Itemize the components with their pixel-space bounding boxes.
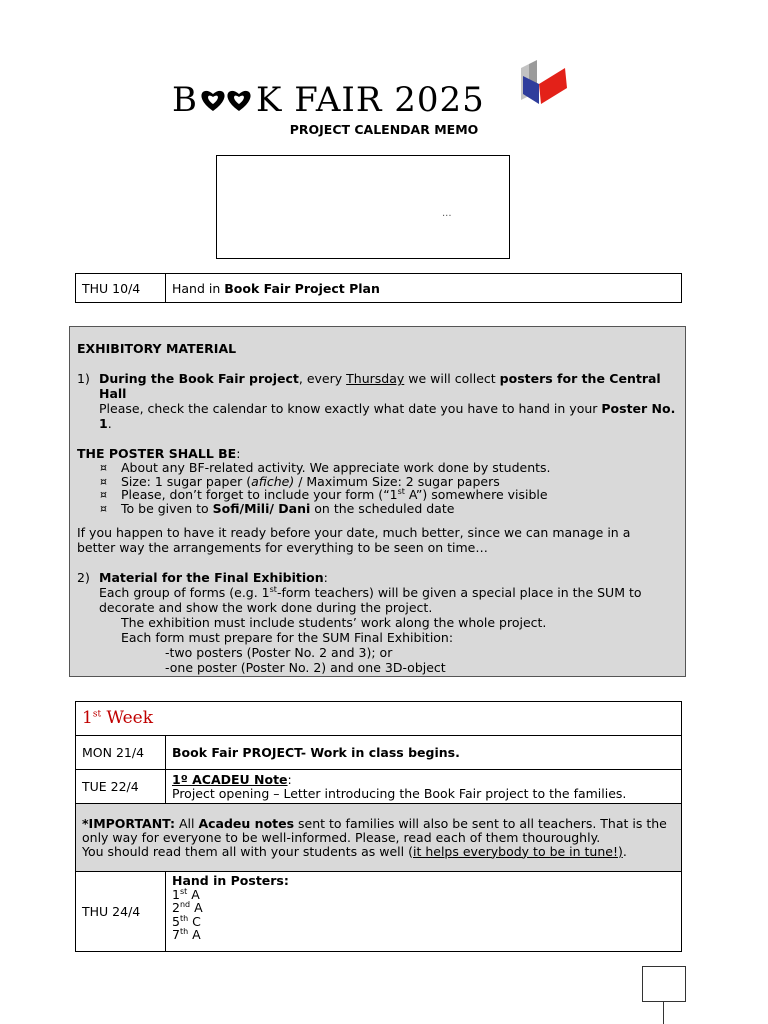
poster-rules-list — [77, 461, 677, 515]
date-cell: THU 24/4 — [76, 872, 166, 952]
table-row — [76, 872, 682, 952]
list-item: 1st A — [172, 886, 200, 902]
book-fair-logo-icon — [515, 50, 583, 114]
week-1-table — [75, 701, 682, 952]
image-placeholder-dots: ... — [442, 208, 452, 219]
image-placeholder-box — [216, 155, 510, 259]
hearts-icon — [199, 82, 255, 122]
table-row — [76, 770, 682, 804]
list-item: ¤ To be given to Sofi/Mili/ Dani on the scheduled date — [98, 502, 677, 516]
activity-cell: Book Fair PROJECT- Work in class begins. — [166, 736, 682, 770]
item-2-block: 2) Material for the Final Exhibition: Each group of forms (e.g. 1st-form teachers) will be given a special place in the SUM to decorate and show the work done during the project. The exhibition must include students’ work along the whole project. Each form must prepare for the SUM Final Exhibition: -two posters (Poster No. 2 and 3); or -one poster (Poster No. 2) and one 3D-object — [77, 570, 642, 675]
exhibitory-heading: EXHIBITORY MATERIAL — [77, 341, 237, 356]
project-plan-table — [75, 273, 682, 303]
list-item: ¤ Size: 1 sugar paper (afiche) / Maximum Size: 2 sugar papers — [98, 475, 677, 489]
list-item: ¤ Please, don’t forget to include your form (“1st A”) somewhere visible — [98, 488, 677, 502]
early-delivery-paragraph: If you happen to have it ready before your date, much better, since we can manage in a better way the arrangements for everything to be seen on time… — [77, 525, 631, 555]
activity-cell: 1º ACADEU Note: Project opening – Letter introducing the Book Fair project to the families. — [166, 770, 682, 804]
list-item: 2nd A — [172, 899, 203, 915]
date-cell: TUE 22/4 — [76, 770, 166, 804]
list-item: 7th A — [172, 926, 201, 942]
activity-cell: Hand in Posters: 1st A 2nd A 5th C 7th A — [166, 872, 682, 952]
poster-rules-heading: THE POSTER SHALL BE: — [77, 446, 241, 461]
important-note-cell: *IMPORTANT: All Acadeu notes sent to families will also be sent to all teachers. That is the only way for everyone to be well-informed. Please, read each of them thouroughly. You should read them all with your students as well (it helps everybody to be in tune!). — [76, 804, 682, 872]
plan-text-cell: Hand in Book Fair Project Plan — [166, 274, 682, 303]
exhibitory-material-box — [69, 326, 686, 677]
table-row — [76, 804, 682, 872]
page-number-box — [642, 966, 686, 1002]
week-1-title: 1st Week — [76, 702, 682, 736]
item-1-block: 1) During the Book Fair project, every Thursday we will collect posters for the Central Hall Please, check the calendar to know exactly what date you have to hand in your Poster No. 1. — [77, 371, 676, 431]
document-title: B K FAIR 2025 — [172, 80, 485, 120]
page-number-connector — [663, 1001, 664, 1024]
plan-date-cell: THU 10/4 — [76, 274, 166, 303]
memo-subtitle: PROJECT CALENDAR MEMO — [289, 122, 479, 137]
table-row — [76, 736, 682, 770]
date-cell: MON 21/4 — [76, 736, 166, 770]
list-item: 5th C — [172, 913, 201, 929]
list-item: ¤ About any BF-related activity. We appreciate work done by students. — [98, 461, 677, 475]
